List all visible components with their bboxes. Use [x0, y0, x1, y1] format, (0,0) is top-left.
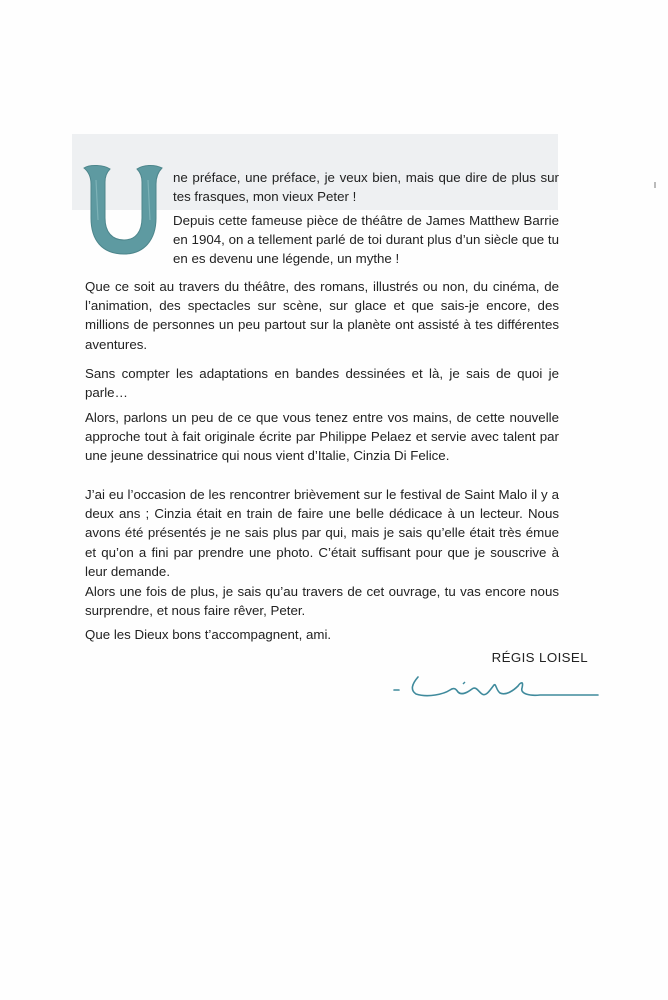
page-mark	[654, 182, 656, 188]
paragraph-6: J’ai eu l’occasion de les rencontrer brièvement sur le festival de Saint Malo il y a deux ans ; Cinzia était en train de faire une belle dédicace à un lecteur. Nous avons été présentés je ne sais plus par qui, mais je sais qu’elle était très émue et qu’on a fini par prendre une photo. C’était suffisant pour que je souscrive à leur demande.	[85, 487, 559, 579]
paragraph-2: Depuis cette fameuse pièce de théâtre de James Matthew Barrie en 1904, on a tellement parlé de toi durant plus d’un siècle que tu en es devenu une légende, un mythe !	[173, 213, 559, 267]
paragraph-7: Alors une fois de plus, je sais qu’au travers de cet ouvrage, tu vas encore nous surprendre, et nous faire rêver, Peter.	[85, 584, 559, 619]
paragraph-5: Alors, parlons un peu de ce que vous tenez entre vos mains, de cette nouvelle approche tout à fait originale écrite par Philippe Pelaez et servie avec talent par une jeune dessinatrice qui nous vient d’Italie, Cinzia Di Felice.	[85, 410, 559, 464]
author-name: RÉGIS LOISEL	[491, 650, 588, 665]
paragraph-3: Que ce soit au travers du théâtre, des romans, illustrés ou non, du cinéma, de l’animation, des spectacles sur scène, sur glace et que sais-je encore, des millions de personnes un peu partout sur la planète ont assisté à tes différentes aventures.	[85, 279, 559, 352]
dropcap-letter-u	[82, 160, 166, 256]
paragraph-8: Que les Dieux bons t’accompagnent, ami.	[85, 627, 332, 642]
paragraph-1: ne préface, une préface, je veux bien, mais que dire de plus sur tes frasques, mon vieux Peter !	[173, 170, 559, 205]
signature	[392, 668, 602, 702]
paragraph-4: Sans compter les adaptations en bandes dessinées et là, je sais de quoi je parle…	[85, 366, 559, 401]
